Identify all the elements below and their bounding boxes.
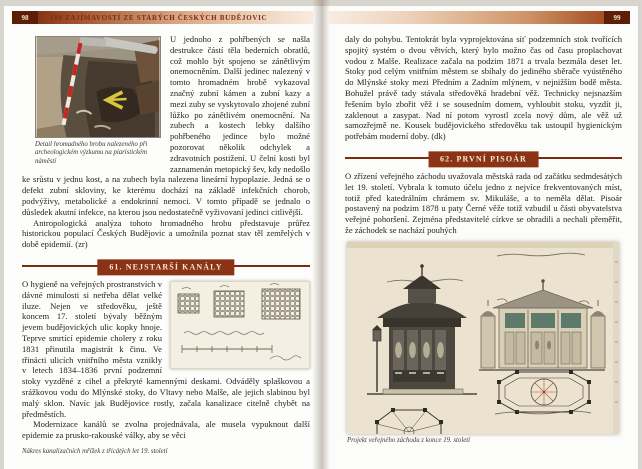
section-61-rule bbox=[22, 262, 310, 272]
left-page-number: 98 bbox=[12, 11, 38, 24]
body-paragraph: O zřízení veřejného záchodu uvažovala městská rada od začátku sedmdesátých let 19. století. Vybrala k tomuto účelu jedno z nejvíce frekventovaných míst, totiž před katedrálním chrámem sv. Mikuláše, a to neměla dělat. Pisoár postavený na podzim 1878 u paty Černé věže totiž vzbudil u části obyvatelstva veřejné pohoršení. Zejména představitelé církve se ohradili a nechali přeměřit, že záchodek se nachází pouhých bbox=[345, 170, 622, 235]
right-page-header-band bbox=[329, 11, 630, 24]
canal-sketch-figure bbox=[170, 281, 310, 369]
canals-article bbox=[22, 279, 310, 456]
right-page-number: 99 bbox=[604, 11, 630, 24]
body-paragraph: Modernizace kanálů se zvolna projednávala, ale musela vypuknout další epidemie za prusko-rakouské války, aby se věci bbox=[22, 419, 310, 441]
section-62-heading: 62. PRVNÍ PISOÁR bbox=[428, 151, 539, 167]
canal-grate-sketch bbox=[170, 281, 310, 369]
body-paragraph: O hygieně na veřejných prostranstvích v dávné minulosti si netřeba dělat velké iluze. Nejen ve středověku, ještě koncem 17. století bývaly běžným jevem budějovických ulic kopky hnoje. Teprve smrtící epidemie cholery z roku 1831 přinutila magistrát k činu. Ve třinácti ulicích vnitřního města vznikly v letech 1834–1836 první podzemní stoky vyzděné z cihel a překryté kamennými deskami. Odváděly splaškovou a srážkovou vodu do Mlýnské stoky, do Vltavy nebo Malše, ale jejich slabinou byl malý sklon. Navíc jak Budějovice rostly, začala kanalizace citelně chybět na předměstích. bbox=[22, 278, 310, 419]
toilet-project-figure bbox=[347, 242, 619, 445]
right-page bbox=[321, 6, 638, 469]
running-header-title: 100 ZAJÍMAVOSTÍ ZE STARÝCH ČESKÝCH BUDĚJOVIC bbox=[50, 13, 268, 22]
body-paragraph: Antropologická analýza tohoto hromadného hrobu představuje průřez historickou populací Českých Budějovic a umožnila poznat stav těl zemřelých v době epidemií. (zr) bbox=[22, 217, 310, 250]
body-paragraph: daly do pohybu. Tentokrát byla vyprojektována síť podzemních stok tvořících spojitý systém o dvou větvích, který bylo možno čas od času proplachovat vodou z Malše. Realizace začala na podzim 1871 a trvala bezmála deset let. Stoky pod celým vnitřním městem se sbíhaly do jediného sběrače vyústěného do Mlýnské stoky mezi Předním a Zadním mlýnem, v nejnižším bodě města. Bohužel právě tady stávala středověká hradební věž. Technicky nejsnazším řešením bylo zbořit věž i se sousedním domem, vyhloubit stoku, vyzdít ji, zaklenout a zasypat. Nad ní potom vyrostl zcela nový dům, ale věž už samozřejmě ne. Kousek budějovického středověku tak ustoupil hygienickým potřebám moderní doby. (dk) bbox=[345, 34, 622, 142]
section-62-rule bbox=[345, 154, 622, 164]
excavation-photo bbox=[35, 36, 161, 138]
left-page-header-band bbox=[12, 11, 313, 24]
sketch-caption: Nákres kanalizačních mřížek z třicátých let 19. století bbox=[22, 447, 168, 455]
toilet-project-drawing bbox=[347, 242, 619, 434]
mass-grave-article bbox=[22, 34, 310, 250]
excavation-photo-figure bbox=[35, 36, 161, 166]
photo-caption: Detail hromadného hrobu nalezeného při archeologickém výzkumu na piaristickém náměstí bbox=[35, 141, 148, 165]
drawing-caption: Projekt veřejného záchodu z konce 19. století bbox=[347, 436, 471, 444]
body-paragraph: U jednoho z pohřbených se našla destrukce částí těla bederních obratlů, což mohlo být spojeno se zánětlivým onemocněním. Další jedinec nalezený v tomto hromadném hrobě vykazoval značný zubní kámen a zubní kazy a mezi zuby se vyskytovalo zhojené zubní lůžko po zánětlivém onemocnění. Na zubech a kostech lebky dalšího pohřbeného jedince bylo možné pozorovat několik odchylek a zdravotních postižení. U čelní kosti byl zaznamenán metopický šev, kdy nedošlo ke srůstu v jednu kost, a na zubech byla nalezena lineární hypoplazie. Jedná se o defekt zubní skloviny, ke kterému dochází na základě infekčních chorob, podvýživy, metabolické a endokrinní nemoci. V tomto případě se jednalo o důsledek akutní infekce, na kterou jsou nedostatečně vyživovaní jedinci citlivější. bbox=[22, 34, 311, 217]
section-61-heading: 61. NEJSTARŠÍ KANÁLY bbox=[97, 259, 234, 275]
left-page bbox=[4, 6, 321, 469]
book-gutter-shadow bbox=[312, 0, 330, 469]
